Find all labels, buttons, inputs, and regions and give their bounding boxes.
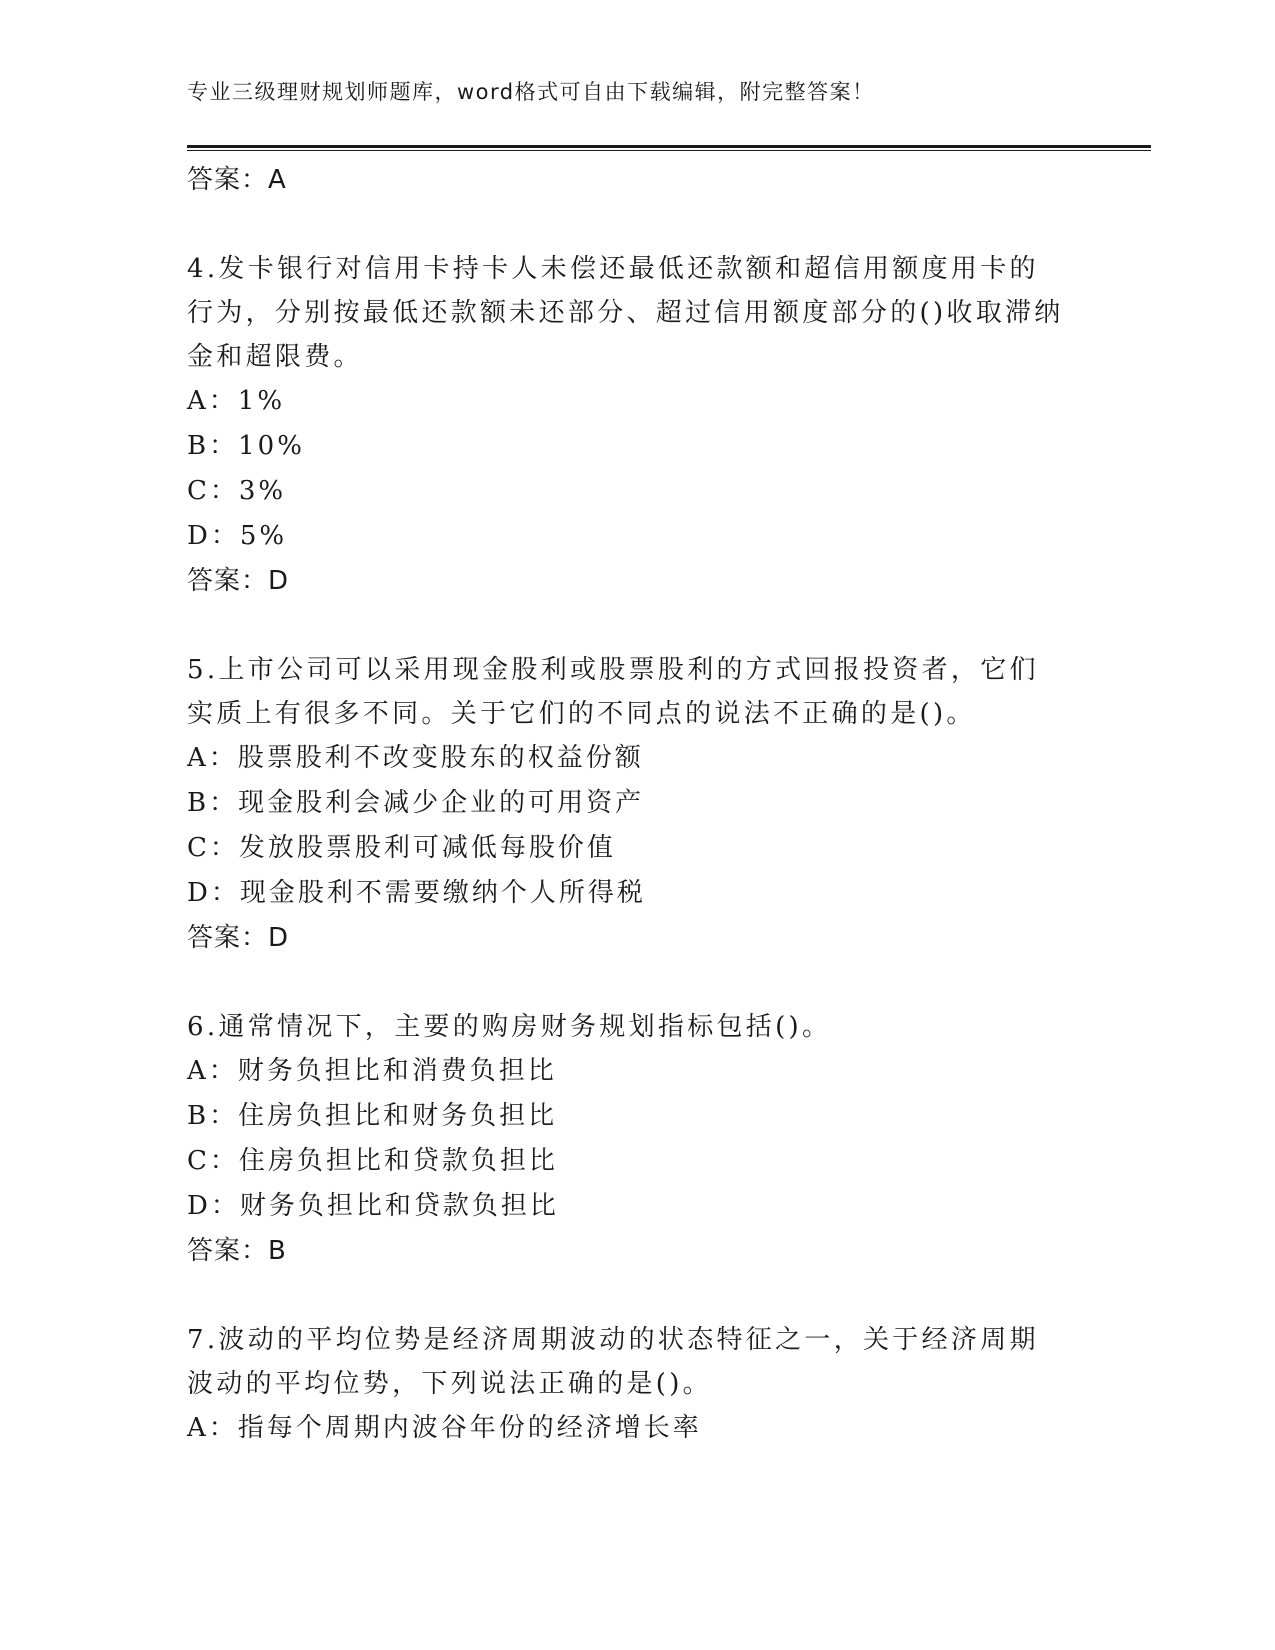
option-c: C：3% — [187, 476, 287, 506]
question-stem: 7.波动的平均位势是经济周期波动的状态特征之一，关于经济周期波动的平均位势，下列说法正确的是()。 — [187, 1325, 1039, 1399]
answer-line: 答案：D — [187, 923, 290, 953]
answer-line: 答案：B — [187, 1236, 287, 1266]
option-b: B：住房负担比和财务负担比 — [187, 1101, 558, 1131]
option-a: A：指每个周期内波谷年份的经济增长率 — [187, 1413, 702, 1443]
header-rule-thick — [187, 145, 1151, 148]
spacer — [187, 1273, 1067, 1318]
spacer — [187, 603, 1067, 648]
option-a: A：股票股利不改变股东的权益份额 — [187, 743, 644, 773]
header-rule-thin — [187, 150, 1151, 151]
question-stem: 6.通常情况下，主要的购房财务规划指标包括()。 — [187, 1012, 832, 1042]
option-b: B：现金股利会减少企业的可用资产 — [187, 788, 645, 818]
answer-line: 答案：D — [187, 566, 290, 596]
question-7 — [187, 1318, 1067, 1451]
option-d: D：财务负担比和贷款负担比 — [187, 1191, 559, 1221]
question-4 — [187, 247, 1067, 603]
spacer — [187, 202, 1067, 247]
question-stem: 4.发卡银行对信用卡持卡人未偿还最低还款额和超信用额度用卡的行为，分别按最低还款额未还部分、超过信用额度部分的()收取滞纳金和超限费。 — [187, 254, 1064, 372]
option-a: A：财务负担比和消费负担比 — [187, 1056, 557, 1086]
question-list — [187, 158, 1067, 1451]
question-5 — [187, 648, 1067, 960]
question-stem: 5.上市公司可以采用现金股利或股票股利的方式回报投资者，它们实质上有很多不同。关于它们的不同点的说法不正确的是()。 — [187, 655, 1039, 729]
page-header: 专业三级理财规划师题库，word格式可自由下载编辑，附完整答案！ — [187, 80, 875, 104]
option-a: A：1% — [187, 386, 286, 416]
option-c: C：发放股票股利可减低每股价值 — [187, 833, 616, 863]
option-b: B：10% — [187, 431, 305, 461]
previous-answer: 答案：A — [187, 165, 287, 195]
option-d: D：5% — [187, 521, 288, 551]
option-d: D：现金股利不需要缴纳个人所得税 — [187, 878, 646, 908]
spacer — [187, 960, 1067, 1005]
option-c: C：住房负担比和贷款负担比 — [187, 1146, 558, 1176]
question-6 — [187, 1005, 1067, 1273]
